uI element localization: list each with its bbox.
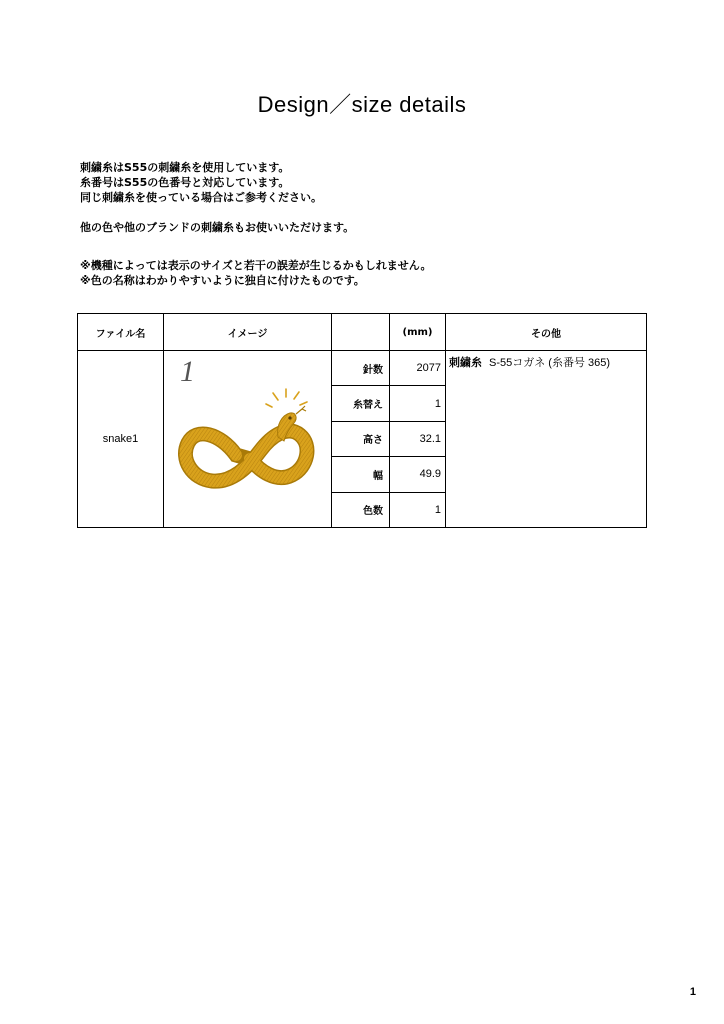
spec-value: 49.9 [390,457,446,492]
page-title: Design／size details [257,92,467,117]
design-spec-table [77,313,647,528]
table-header-row [78,314,647,351]
page-number: 1 [689,986,696,998]
thread-color-text: S-55コガネ (糸番号 365) [489,357,611,369]
notes-block [80,160,680,288]
note-line: 刺繍糸はS55の刺繍糸を使用しています。 [80,161,290,174]
spec-value: 1 [390,386,446,421]
spec-label: 高さ [332,421,390,456]
spec-label: 幅 [332,457,390,492]
design-number: 1 [180,355,195,388]
spec-label: 糸替え [332,386,390,421]
spec-value: 2077 [390,351,446,386]
note-line: ※色の名称はわかりやすいように独自に付けたものです。 [80,274,365,287]
file-name-cell: snake1 [78,351,164,528]
note-line: 他の色や他のブランドの刺繍糸もお使いいただけます。 [80,221,355,234]
table-row [78,351,647,386]
spec-label: 針数 [332,351,390,386]
note-line: 同じ刺繍糸を使っている場合はご参考ください。 [80,191,322,204]
header-image: イメージ [164,314,332,351]
snake-embroidery-image [176,385,316,503]
thread-label: 刺繍糸 [449,356,482,369]
other-info-cell [446,351,647,528]
spec-label: 色数 [332,492,390,527]
note-line: ※機種によっては表示のサイズと若干の誤差が生じるかもしれません。 [80,259,432,272]
header-file-name: ファイル名 [78,314,164,351]
header-other: その他 [446,314,647,351]
design-image-cell [164,351,332,528]
header-unit: (mm) [390,314,446,351]
spec-value: 32.1 [390,421,446,456]
note-line: 糸番号はS55の色番号と対応しています。 [80,176,290,189]
header-label [332,314,390,351]
spec-value: 1 [390,492,446,527]
